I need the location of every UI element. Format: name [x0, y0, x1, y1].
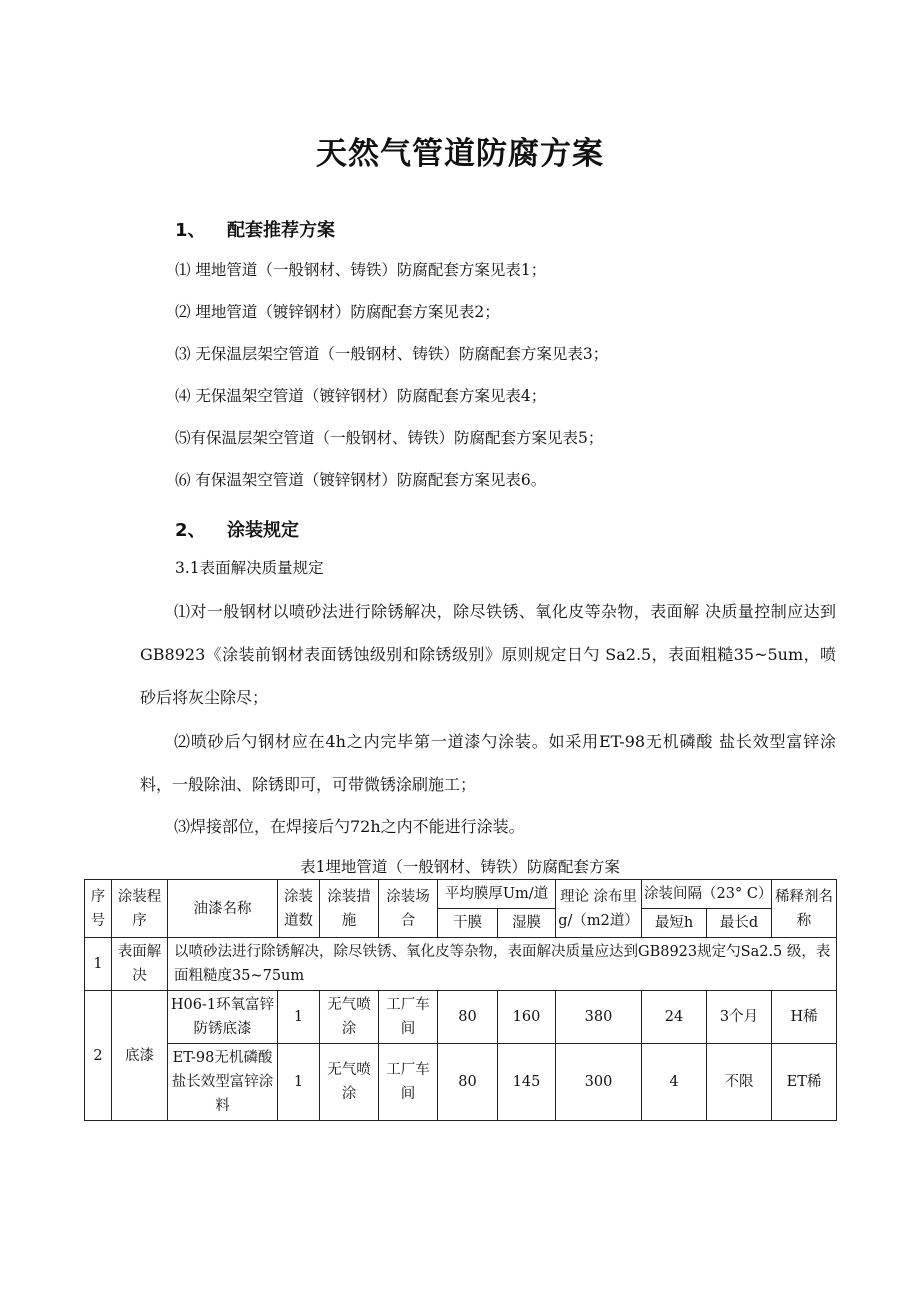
cell-theory: 300	[556, 1044, 642, 1121]
cell-theory: 380	[556, 991, 642, 1044]
table-header-row	[85, 880, 837, 909]
section-2-number: 2、	[175, 520, 206, 541]
paragraph: ⑴对一般钢材以喷砂法进行除锈解决，除尽铁锈、氧化皮等杂物，表面解 决质量控制应达到GB8923《涂装前钢材表面锈蚀级别和除锈级别》原则规定日勺 Sa2.5，表面粗糙35~5um，喷砂后将灰尘除尽；	[140, 602, 836, 707]
section-1-heading	[175, 216, 335, 242]
cell-min: 4	[642, 1044, 707, 1121]
cell-dry: 80	[438, 1044, 498, 1121]
cell-method: 无气喷涂	[320, 1044, 379, 1121]
header-theory: 理论 涂布里 g/（m2道）	[556, 880, 642, 938]
cell-dry: 80	[438, 991, 498, 1044]
cell-site: 工厂车间	[379, 1044, 438, 1121]
cell-min: 24	[642, 991, 707, 1044]
header-method: 涂装措施	[320, 880, 379, 938]
coating-spec-table	[84, 879, 837, 1121]
cell-paint: ET-98无机磷酸盐长效型富锌涂料	[168, 1044, 278, 1121]
cell-wet: 160	[498, 991, 556, 1044]
header-dry: 干膜	[438, 909, 498, 938]
table-row	[85, 1044, 837, 1121]
list-item: ⑴ 埋地管道（一般钢材、铸铁）防腐配套方案见表1；	[175, 261, 547, 279]
paragraph: ⑶焊接部位，在焊接后勺72h之内不能进行涂装。	[174, 817, 525, 836]
header-film: 平均膜厚Um/道	[438, 880, 556, 909]
paragraph: ⑵喷砂后勺钢材应在4h之内完毕第一道漆勺涂装。如采用ET-98无机磷酸 盐长效型富锌涂料，一般除油、除锈即可，可带微锈涂刷施工；	[140, 732, 836, 794]
cell-site: 工厂车间	[379, 991, 438, 1044]
cell-seq: 2	[85, 991, 112, 1121]
header-seq: 序号	[85, 880, 112, 938]
table-row	[85, 938, 837, 991]
table-caption: 表1埋地管道（一般钢材、铸铁）防腐配套方案	[300, 858, 620, 876]
subheading: 3.1表面解决质量规定	[175, 559, 324, 577]
list-item: ⑷ 无保温架空管道（镀锌钢材）防腐配套方案见表4；	[175, 387, 547, 405]
header-wet: 湿膜	[498, 909, 556, 938]
table-row	[85, 991, 837, 1044]
list-item: ⑵ 埋地管道（镀锌钢材）防腐配套方案见表2；	[175, 303, 500, 321]
cell-paint: H06-1环氧富锌防锈底漆	[168, 991, 278, 1044]
cell-coats: 1	[278, 991, 320, 1044]
header-max: 最长d	[707, 909, 772, 938]
header-process: 涂装程序	[112, 880, 168, 938]
section-2-heading	[175, 516, 299, 542]
cell-process: 表面解决	[112, 938, 168, 991]
list-item: ⑶ 无保温层架空管道（一般钢材、铸铁）防腐配套方案见表3；	[175, 345, 609, 363]
cell-max: 不限	[707, 1044, 772, 1121]
header-thinner: 稀释剂名称	[772, 880, 837, 938]
cell-process: 底漆	[112, 991, 168, 1121]
header-coats: 涂装道数	[278, 880, 320, 938]
cell-thinner: ET稀	[772, 1044, 837, 1121]
header-interval: 涂装间隔（23° C）	[642, 880, 772, 909]
cell-coats: 1	[278, 1044, 320, 1121]
section-1-number: 1、	[175, 220, 206, 241]
section-2-title: 涂装规定	[227, 520, 299, 541]
list-item: ⑸有保温层架空管道（一般钢材、铸铁）防腐配套方案见表5；	[175, 429, 604, 447]
cell-thinner: H稀	[772, 991, 837, 1044]
cell-wet: 145	[498, 1044, 556, 1121]
document-title: 天然气管道防腐方案	[316, 136, 604, 172]
section-1-title: 配套推荐方案	[227, 220, 335, 241]
header-min: 最短h	[642, 909, 707, 938]
header-paint: 油漆名称	[168, 880, 278, 938]
cell-max: 3个月	[707, 991, 772, 1044]
cell-method: 无气喷涂	[320, 991, 379, 1044]
cell-seq: 1	[85, 938, 112, 991]
list-item: ⑹ 有保温架空管道（镀锌钢材）防腐配套方案见表6。	[175, 471, 547, 489]
cell-description: 以喷砂法进行除锈解决，除尽铁锈、氧化皮等杂物，表面解决质量应达到GB8923规定勺Sa2.5 级，表面粗糙度35~75um	[168, 938, 837, 991]
header-site: 涂装场合	[379, 880, 438, 938]
